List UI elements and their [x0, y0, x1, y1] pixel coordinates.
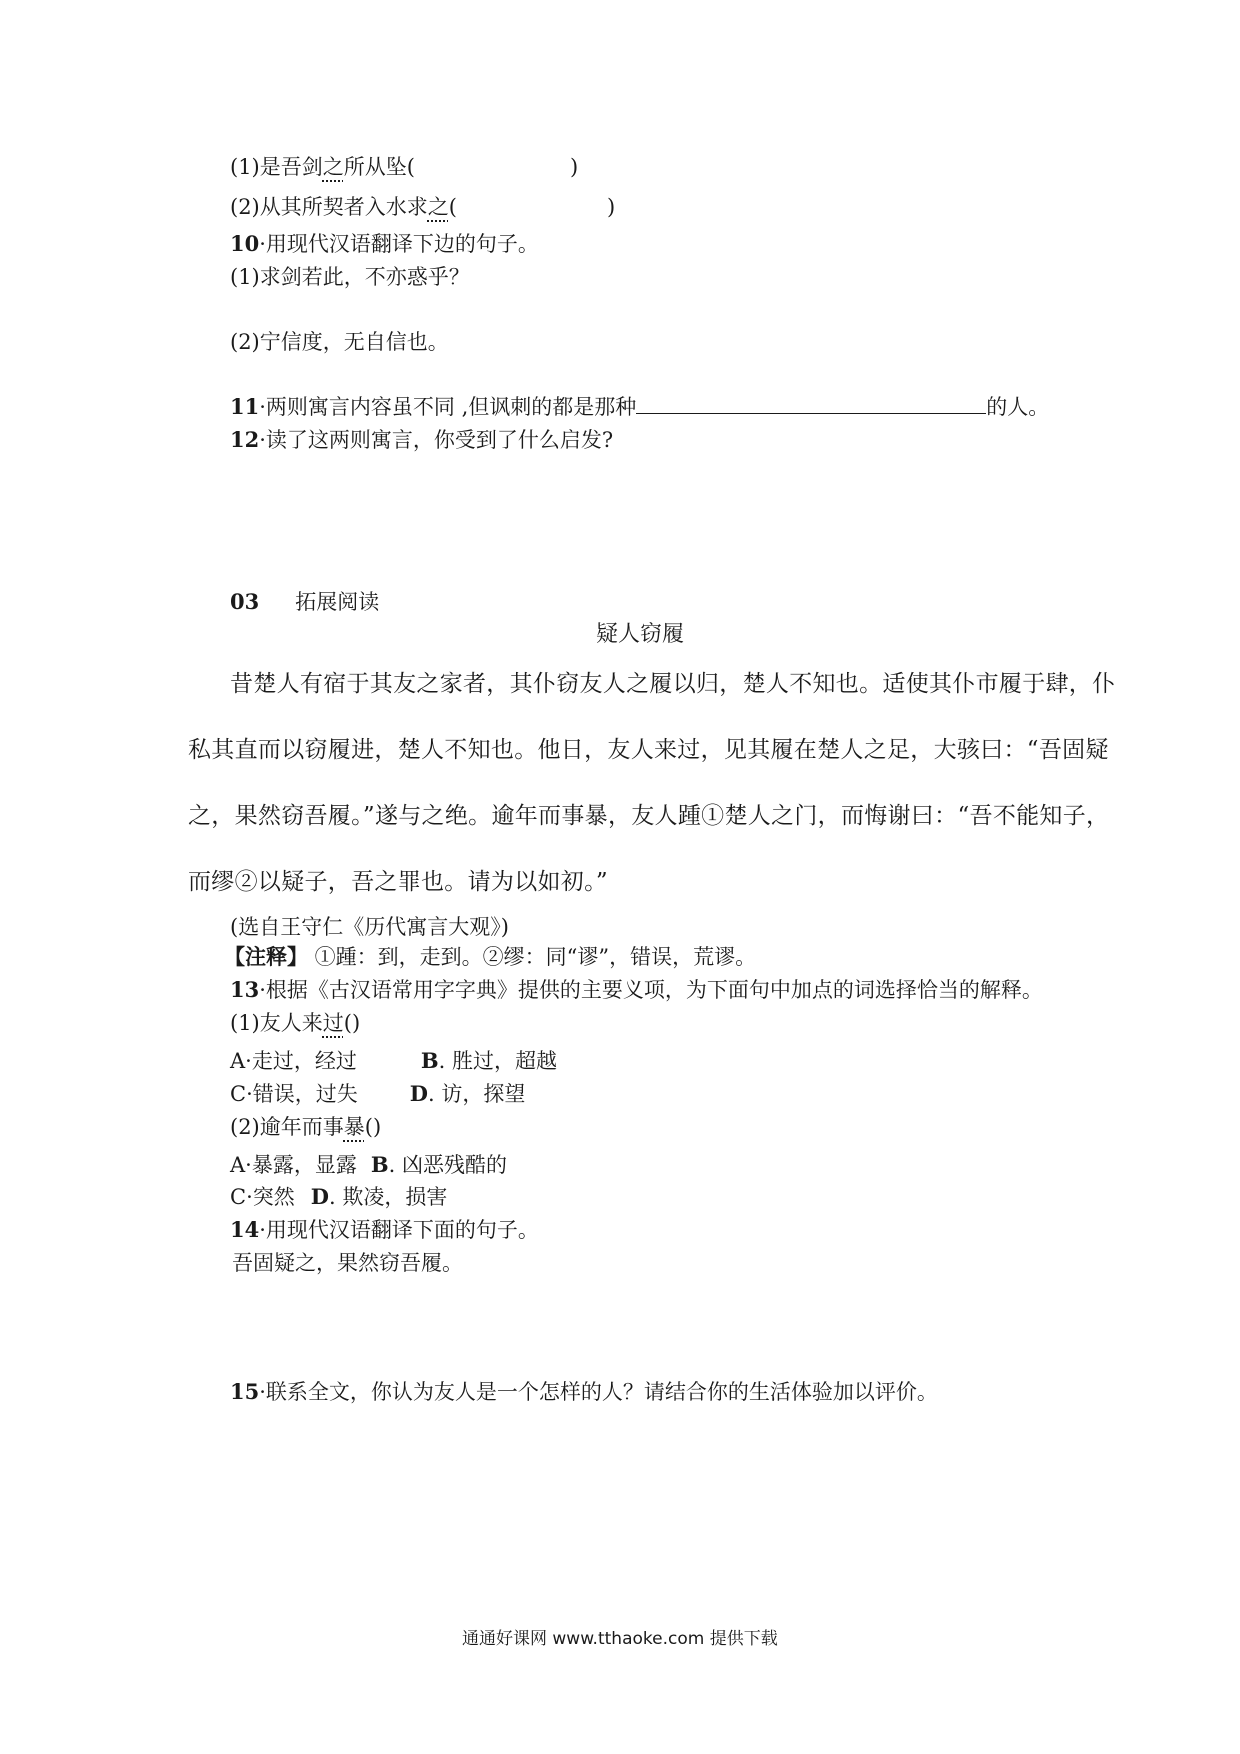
q12-stem: [230, 425, 613, 455]
q13-item1-paren[interactable]: (): [343, 1011, 361, 1035]
q13-item1-option-b[interactable]: . 胜过，超越: [438, 1049, 557, 1073]
q14-number: 14: [230, 1217, 260, 1242]
q9-item2-dotted-word: 之: [427, 195, 449, 219]
passage-line-4: 而缪②以疑子，吾之罪也。请为以如初。”: [188, 869, 608, 895]
q14-sentence: 吾固疑之，果然窃吾履。: [232, 1251, 463, 1275]
notes-text: ①踵：到，走到。②缪：同“谬”，错误，荒谬。: [308, 945, 757, 969]
q9-item1: [230, 152, 578, 182]
q10-item2: (2)宁信度，无自信也。: [230, 330, 449, 354]
q11-text-post: 的人。: [986, 395, 1050, 419]
q13-item2-option-b[interactable]: . 凶恶残酷的: [388, 1153, 507, 1177]
q12-text: ·读了这两则寓言，你受到了什么启发?: [259, 428, 614, 452]
q10-text: ·用现代汉语翻译下边的句子。: [259, 232, 539, 256]
q15-text: ·联系全文，你认为友人是一个怎样的人？请结合你的生活体验加以评价。: [259, 1380, 938, 1404]
q9-item2-open: (: [448, 195, 457, 219]
q13-item1-option-d[interactable]: . 访，探望: [427, 1082, 526, 1106]
q13-item2-option-b-letter: B: [370, 1152, 389, 1177]
q11-answer-line[interactable]: [636, 393, 986, 414]
q9-item1-text-post: 所从坠(: [343, 155, 415, 179]
passage-line-3: 之，果然窃吾履。”遂与之绝。逾年而事暴，友人踵①楚人之门，而悔谢曰：“吾不能知子，: [188, 803, 1110, 829]
q13-item1-option-a[interactable]: A·走过，经过: [230, 1049, 357, 1073]
q9-item2-close: ): [606, 195, 616, 219]
q13-number: 13: [230, 977, 260, 1002]
q9-item1-text: (1)是吾剑: [230, 155, 323, 179]
q13-item1-option-c[interactable]: C·错误，过失: [230, 1082, 358, 1106]
q13-item2-dotted-word: 暴: [343, 1115, 365, 1139]
q14-stem: [230, 1215, 539, 1245]
q11-text: ·两则寓言内容虽不同 ,但讽刺的都是那种: [259, 395, 637, 419]
q10-number: 10: [230, 231, 260, 256]
section-header: [230, 587, 379, 617]
q13-item2-paren[interactable]: (): [364, 1115, 382, 1139]
page-footer: 通通好课网 www.tthaoke.com 提供下载: [462, 1629, 778, 1649]
section-title: 拓展阅读: [295, 590, 380, 614]
passage-title: 疑人窃履: [596, 622, 685, 647]
q13-item1: [230, 1008, 360, 1038]
q11-stem: [230, 392, 1049, 422]
q13-item2-options-row2: [230, 1182, 447, 1212]
q13-item2-option-a[interactable]: A·暴露，显露: [230, 1153, 357, 1177]
q14-text: ·用现代汉语翻译下面的句子。: [259, 1218, 539, 1242]
q13-item1-options-row2: [230, 1079, 525, 1109]
q13-item2-option-c[interactable]: C·突然: [230, 1185, 295, 1209]
q13-item1-option-d-letter: D: [409, 1081, 428, 1106]
q15-stem: [230, 1377, 938, 1407]
q13-item1-options-row1: [230, 1046, 557, 1076]
q12-number: 12: [230, 427, 260, 452]
q13-item2-text: (2)逾年而事: [230, 1115, 344, 1139]
q13-stem: [230, 975, 1043, 1005]
q11-number: 11: [230, 394, 260, 419]
passage-line-1: 昔楚人有宿于其友之家者，其仆窃友人之履以归，楚人不知也。适使其仆市履于肆，仆: [230, 671, 1116, 697]
notes-tag: 【注释】: [224, 944, 308, 969]
q10-item1: (1)求剑若此，不亦惑乎？: [230, 265, 470, 289]
q9-item2-text: (2)从其所契者入水求: [230, 195, 428, 219]
q13-item1-option-b-letter: B: [420, 1048, 439, 1073]
q13-item2-options-row1: [230, 1150, 507, 1180]
q13-item2-option-d[interactable]: . 欺凌，损害: [328, 1185, 448, 1209]
q10-stem: [230, 229, 539, 259]
q9-item1-close: ): [569, 155, 579, 179]
passage-line-2: 私其直而以窃履进，楚人不知也。他日，友人来过，见其履在楚人之足，大骇曰：“吾固疑: [188, 737, 1109, 763]
q9-item2: [230, 192, 615, 222]
q9-item1-dotted-word: 之: [322, 155, 344, 179]
q13-text: ·根据《古汉语常用字字典》提供的主要义项，为下面句中加点的词选择恰当的解释。: [259, 978, 1043, 1002]
q15-number: 15: [230, 1379, 260, 1404]
q13-item1-dotted-word: 过: [322, 1011, 344, 1035]
passage-source: (选自王守仁《历代寓言大观》): [230, 915, 509, 939]
passage-notes: [224, 942, 756, 972]
q13-item1-text: (1)友人来: [230, 1011, 323, 1035]
q13-item2: [230, 1112, 381, 1142]
q13-item2-option-d-letter: D: [310, 1184, 329, 1209]
section-number: 03: [230, 589, 260, 614]
